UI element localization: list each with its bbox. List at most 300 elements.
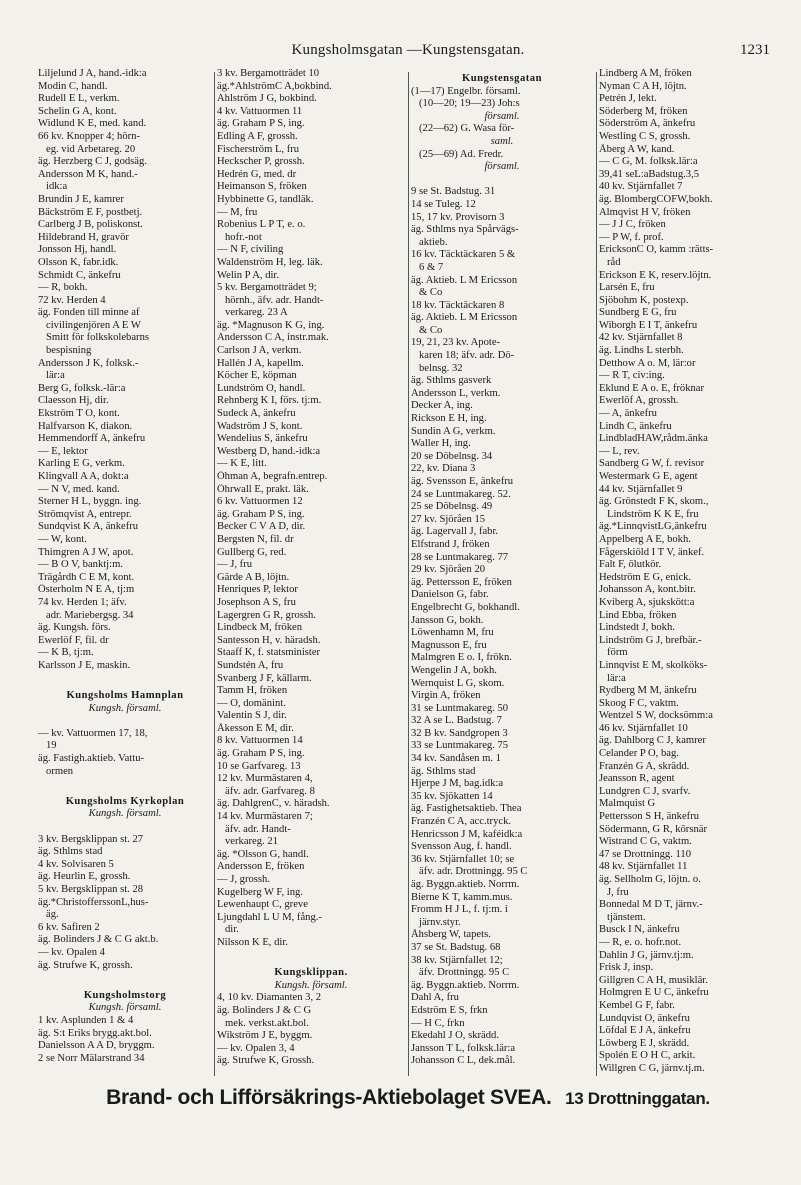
parish-note: församl. [484,161,520,173]
directory-entry: Waller H, ing. [411,438,471,450]
directory-entry: Erickson E K, reserv.löjtn. [599,269,712,281]
directory-entry: Ekström T O, kont. [38,408,120,420]
directory-entry: Westermark G E, agent [599,471,698,482]
entry-continuation: hörnh., äfv. adr. Handt- [225,294,324,306]
entry-continuation: & Co [419,324,443,336]
directory-entry: 74 kv. Herden 1; äfv. [38,596,127,608]
entry-continuation: & Co [419,287,443,299]
directory-entry: 28 se Luntmakareg. 77 [411,551,509,563]
directory-entry: Malmgren E o. I, frökn. [411,652,512,664]
entry-continuation: järnv.styr. [419,916,461,928]
directory-entry: Johansson C L, dek.mål. [411,1055,516,1067]
directory-entry: Wistrand C G, vaktm. [599,836,692,848]
directory-entry: Heimanson S, fröken [217,181,307,193]
directory-entry: Lagergren G R, grossh. [217,609,316,621]
directory-entry: äg. Pettersson E, fröken [411,576,512,588]
entry-continuation: lär:a [46,370,65,382]
directory-entry: Karlsson J E, maskin. [38,659,131,671]
directory-entry: Claesson Hj, dir. [38,395,109,407]
page-header [38,42,778,62]
spacer [38,972,212,985]
entry-continuation: J, fru [607,886,629,898]
directory-entry: 22, kv. Diana 3 [411,463,476,475]
entry-continuation: (10—20; 19—23) Joh:s [419,98,520,110]
directory-entry: Becker C V A D, dir. [217,521,306,533]
directory-entry: Hedström E G, enick. [599,571,692,583]
page-title: Kungsholmsgatan —Kungstensgatan. [291,42,525,58]
directory-entry: 18 kv. Täcktäckaren 8 [411,299,505,311]
directory-entry: Bäckström E F, postbetj. [38,206,143,218]
directory-entry: Trägårdh C E M, kont. [38,571,135,583]
directory-entry: Heckscher P, grossh. [217,156,305,168]
directory-entry: Wentzel S W, docksömm:a [599,710,713,722]
directory-entry: Öhman A, begrafn.entrep. [217,471,328,482]
directory-entry: 9 se St. Badstug. 31 [411,186,496,198]
entry-continuation: mek. verkst.akt.bol. [225,1017,309,1029]
directory-entry: Welin P A, dir. [217,269,280,281]
directory-entry: 35 kv. Sjökatten 14 [411,790,493,802]
directory-entry: äg. Byggn.aktieb. Norrm. [411,879,520,890]
directory-entry: äg. Fastighetsaktieb. Thea [411,803,522,815]
entry-continuation: karen 18; äfv. adr. Dö- [419,350,515,362]
directory-entry: Engelbrecht G, bokhandl. [411,601,520,613]
section-heading: Kungsholmstorg [83,989,167,1001]
directory-entry: Åberg A W, kand. [599,143,675,155]
directory-entry: 5 kv. Bergamotträdet 9; [217,282,317,294]
directory-entry: Willgren C G, järnv.tj.m. [599,1062,705,1074]
directory-entry: Andersson J K, folksk.- [38,357,139,369]
directory-entry: Edling A F, grossh. [217,130,298,142]
directory-entry: äg. DahlgrenC, v. häradsh. [217,798,330,810]
entry-continuation: äfv. adr. Drottningg. 95 C [419,866,528,878]
directory-entry: 10 se Garfvareg. 13 [217,760,301,772]
directory-entry: Sundstén A, fru [217,659,284,671]
directory-entry: äg. Sthlms gasverk [411,375,492,387]
directory-entry: Eklund E A o. E, fröknar [599,382,705,394]
directory-entry: Wiborgh E I T, änkefru [599,319,698,331]
directory-entry: 33 se Luntmakareg. 75 [411,740,509,752]
directory-entry: Hemmendorff A, änkefru [38,433,146,445]
directory-entry: äg. *Magnuson K G, ing. [217,319,325,331]
directory-entry: 48 kv. Stjärnfallet 11 [599,861,688,873]
directory-entry: 19, 21, 23 kv. Apote- [411,337,501,349]
directory-entry: Sterner H L, byggn. ing. [38,496,142,508]
directory-entry: äg. Graham P S, ing. [217,508,305,520]
directory-entry: Hjerpe J M, bag.idk:a [411,778,504,790]
directory-columns [38,68,778,1080]
directory-entry: 37 se St. Badstug. 68 [411,941,501,953]
directory-entry: Ahlström J G, bokbind. [217,93,317,105]
directory-entry: äg. Heurlin E, grossh. [38,871,131,883]
directory-entry: 31 se Luntmakareg. 50 [411,702,509,714]
directory-entry: 24 se Luntmakareg. 52. [411,488,511,500]
directory-entry: EricksonC O, kamm :rätts- [599,244,714,256]
entry-continuation: förm [607,647,628,659]
directory-entry: — C G, M. folksk.lär:a [599,156,698,168]
directory-entry: — kv. Opalen 3, 4 [217,1042,295,1054]
directory-entry: — R, bokh. [38,282,88,294]
entry-continuation: lär:a [607,672,626,684]
directory-entry: Södermann, G R, körsnär [599,823,707,835]
directory-entry: LindbladHAW,rådm.änka [599,433,708,445]
column-4 [599,68,778,1080]
directory-entry: äg. Aktieb. L M Ericsson [411,274,518,286]
directory-entry: Wernquist L G, skom. [411,677,505,689]
directory-entry: Sandberg G W, f. revisor [599,458,705,470]
directory-entry: Fågerskiöld I T V, änkef. [599,546,705,558]
directory-entry: Appelberg A E, bokh. [599,533,691,545]
directory-entry: Pettersson S H, änkefru [599,811,700,823]
directory-entry: Franzén G A, skrädd. [599,760,690,772]
directory-entry: 39,41 seL:aBadstug.3,5 [599,168,700,180]
directory-entry: Jansson T L, folksk.lär:a [411,1042,516,1054]
directory-entry: Robenius L P T, e. o. [217,219,306,231]
directory-entry: 1 kv. Asplunden 1 & 4 [38,1014,134,1026]
column-1 [38,68,212,1080]
directory-entry: Köcher E, köpman [217,370,297,382]
parish-note: Kungsh. församl. [88,702,162,714]
directory-entry: äg. *Olsson G, handl. [217,848,309,860]
directory-entry: äg. Fonden till minne af [38,307,140,319]
directory-entry: Strömqvist A, entrepr. [38,508,132,520]
directory-entry: Thimgren A J W, apot. [38,546,134,558]
entry-continuation: äfv. adr. Handt- [225,823,291,835]
directory-entry: Wadström J S, kont. [217,420,303,432]
directory-entry: Gullberg G, red. [217,546,287,558]
directory-entry: Nilsson K E, dir. [217,936,288,948]
directory-entry: 8 kv. Vattuormen 14 [217,735,303,747]
directory-entry: äg.*AhlströmC A,bokbind. [217,80,332,92]
spacer [411,174,593,187]
directory-entry: — R, e. o. hofr.not. [599,936,682,948]
section-heading: Kungsholms Hamnplan [66,690,184,702]
directory-entry: äg. Graham P S, ing. [217,748,305,760]
directory-entry: 66 kv. Knopper 4; hörn- [38,130,140,142]
column-divider [214,72,215,1076]
directory-entry: 42 kv. Stjärnfallet 8 [599,332,683,344]
directory-entry: äg. Sthlms nya Spårvägs- [411,224,519,236]
spacer [38,715,212,728]
directory-entry: Andersson L, verkm. [411,387,501,399]
directory-entry: Spolén E O H C, arkit. [599,1050,696,1062]
entry-continuation: 6 & 7 [419,261,444,273]
directory-entry: — A, änkefru [599,408,657,420]
parish-note: Kungsh. församl. [88,1002,162,1014]
parish-note: församl. [484,110,520,122]
entry-continuation: 19 [46,740,57,752]
directory-entry: Ekedahl J O, skrädd. [411,1030,499,1042]
directory-entry: äg. Fastigh.aktieb. Vattu- [38,753,145,765]
directory-entry: 25 se Döbelnsg. 49 [411,501,493,513]
spacer [38,821,212,834]
directory-entry: Fromm H J L, f. tj:m. i [411,904,508,916]
directory-entry: 3 kv. Bergamotträdet 10 [217,68,320,79]
directory-entry: Ljungdahl L U M, fång.- [217,911,322,923]
directory-entry: 4, 10 kv. Diamanten 3, 2 [217,992,322,1004]
directory-entry: Svanberg J F, källarm. [217,672,312,684]
directory-entry: Lindberg A M, fröken [599,68,692,79]
directory-entry: 5 kv. Bergsklippan st. 28 [38,884,144,895]
directory-entry: Wendelius S, änkefru [217,433,308,445]
directory-entry: — N F, civiling [217,244,284,256]
directory-entry: Bierne K T, kamm.mus. [411,891,513,903]
directory-entry: Lindström G J, brefbär.- [599,634,702,646]
entry-continuation: Lindström K K E, fru [607,508,699,520]
entry-continuation: äfv. adr. Garfvareg. 8 [225,785,315,797]
directory-entry: Sudeck A, änkefru [217,408,296,420]
entry-continuation: adr. Mariebergsg. 34 [46,609,134,621]
directory-entry: äg. Svensson E, änkefru [411,476,514,487]
directory-entry: äg. Lagervall J, fabr. [411,526,499,538]
directory-entry: Johansson A, kont.bitr. [599,584,696,596]
directory-entry: Lundgren C J, svarfv. [599,785,691,797]
entry-continuation: Smitt för folkskolebarns [46,332,149,344]
directory-entry: 20 se Döbelnsg. 34 [411,450,493,462]
directory-entry: Sundqvist K A, änkefru [38,521,139,533]
directory-entry: Edström E S, frkn [411,1004,488,1016]
entry-continuation: eg. vid Arbetareg. 20 [46,143,136,155]
directory-entry: 44 kv. Stjärnfallet 9 [599,483,683,495]
directory-entry: Bonnedal M D T, järnv.- [599,899,703,911]
directory-entry: Dahlin J G, järnv.tj:m. [599,949,694,961]
directory-entry: äg. Kungsh. förs. [38,622,111,634]
directory-entry: Svensson Aug, f. handl. [411,841,512,853]
directory-entry: Danielsson A A D, bryggm. [38,1040,155,1052]
directory-entry: — kv. Vattuormen 17, 18, [38,727,148,739]
directory-entry: äg.*ChristofferssonL,hus- [38,896,149,908]
directory-entry: Hedrén G, med. dr [217,168,297,180]
column-divider [408,72,409,1076]
directory-entry: Andersson C A, instr.mak. [217,332,329,344]
directory-entry: — W, kont. [38,533,87,545]
directory-entry: äg. Byggn.aktieb. Norrm. [411,979,520,991]
spacer [217,950,405,963]
directory-entry: Santesson H, v. häradsh. [217,634,321,646]
directory-entry: Staaff K, f. statsminister [217,647,321,659]
entry-continuation: äfv. Drottningg. 95 C [419,967,510,979]
directory-entry: Olsson K, fabr.idk. [38,256,119,268]
directory-entry: Wengelin J A, bokh. [411,664,497,676]
directory-entry: Löfdal E J A, änkefru [599,1025,691,1037]
directory-entry: äg. Herzberg C J, godsäg. [38,156,147,168]
directory-entry: 47 se Drottningg. 110 [599,848,692,860]
directory-entry: Linnqvist E M, skolköks- [599,659,708,671]
directory-entry: 15, 17 kv. Provisorn 3 [411,211,505,223]
entry-continuation: råd [607,256,621,268]
section-heading: Kungsklippan. [274,967,348,979]
directory-entry: Danielson G, fabr. [411,589,489,601]
directory-entry: Valentin S J, dir. [217,710,287,722]
directory-entry: Sjöbohm K, postexp. [599,294,689,306]
spacer [38,673,212,686]
directory-entry: Gärde A B, löjtn. [217,571,290,583]
directory-entry: Henricsson J M, kaféidk:a [411,828,523,840]
directory-entry: Liljelund J A, hand.-idk:a [38,68,147,79]
directory-entry: 38 kv. Stjärnfallet 12; [411,954,503,966]
column-divider [596,72,597,1076]
directory-entry: äg. S:t Eriks brygg.akt.bol. [38,1027,152,1039]
directory-entry: 2 se Norr Mälarstrand 34 [38,1052,145,1064]
directory-entry: Sundin A G, verkm. [411,425,496,437]
directory-entry: Decker A, ing. [411,400,473,412]
directory-entry: Bergsten N, fil. dr [217,533,294,545]
directory-entry: — J, fru [217,559,253,571]
directory-entry: Lindstedt J, bokh. [599,622,675,634]
directory-entry: Elfstrand J, fröken [411,538,490,550]
column-3 [411,68,593,1080]
directory-entry: Jonsson Hj, handl. [38,244,117,256]
directory-entry: Sundberg E G, fru [599,307,677,319]
directory-entry: Söderström A, änkefru [599,118,696,130]
directory-entry: Carlberg J B, poliskonst. [38,219,143,231]
directory-entry: 16 kv. Täcktäckaren 5 & [411,249,516,261]
directory-entry: — kv. Opalen 4 [38,946,105,958]
entry-continuation: dir. [225,924,239,936]
directory-entry: 12 kv. Murmästaren 4, [217,773,313,785]
directory-entry: Skoog F C, vaktm. [599,697,679,709]
directory-entry: Kugelberg W F, ing. [217,886,303,898]
directory-entry: Löwenhamn M, fru [411,627,494,639]
directory-entry: äg. Dahlborg C J, kamrer [599,735,706,747]
directory-entry: — P W, f. prof. [599,231,664,243]
entry-continuation: hofr.-not [225,231,262,243]
directory-entry: äg. BlombergCOFW,bokh. [599,193,713,205]
footer-company: Brand- och Lifförsäkrings-Aktiebolaget SVEA. [106,1086,552,1109]
directory-entry: Åhsberg W, tapets. [411,929,491,941]
spacer [38,778,212,791]
directory-entry: 40 kv. Stjärnfallet 7 [599,181,683,193]
directory-entry: Kviberg A, sjukskött:a [599,596,695,608]
directory-entry: — E, lektor [38,445,88,457]
directory-entry: Tamm H, fröken [217,685,288,697]
directory-entry: Österholm N E A, tj:m [38,584,135,596]
directory-entry: Fischerström L, fru [217,143,300,155]
directory-entry: Josephson A S, fru [217,596,296,608]
directory-entry: Brundin J E, kamrer [38,193,124,205]
directory-entry: Rudell E L, verkm. [38,93,120,105]
directory-entry: Frisk J, insp. [599,962,654,974]
directory-entry: — J J C, fröken [599,219,666,231]
entry-continuation: civilingenjören A E W [46,319,141,331]
entry-continuation: äg. [46,909,59,921]
directory-entry: Henriques P, lektor [217,584,298,596]
directory-entry: Lundqvist O, änkefru [599,1012,690,1024]
directory-entry: Schelin G A, kont. [38,105,117,117]
column-2 [217,68,405,1080]
directory-entry: 32 B kv. Sandgropen 3 [411,727,508,739]
directory-entry: Öhrwall E, prakt. läk. [217,483,309,495]
directory-entry: äg. Graham P S, ing. [217,118,305,130]
directory-entry: 6 kv. Safiren 2 [38,921,100,933]
directory-entry: Söderberg M, fröken [599,105,688,117]
directory-entry: Lundström O, handl. [217,382,306,394]
directory-entry: Nyman C A H, löjtn. [599,80,687,92]
directory-entry: 46 kv. Stjärnfallet 10 [599,722,688,734]
directory-entry: Franzén C A, acc.tryck. [411,816,512,828]
directory-entry: — H C, frkn [411,1017,465,1029]
directory-entry: Andersson M K, hand.- [38,168,138,180]
directory-entry: Halfvarson K, diakon. [38,420,133,432]
directory-entry: Ewerlöf A, grossh. [599,395,679,407]
entry-continuation: verkareg. 21 [225,836,278,848]
entry-continuation: (22—62) G. Wasa för- [419,123,515,135]
directory-entry: — N V, med. kand. [38,483,120,495]
directory-entry: Malmquist G [599,798,656,810]
directory-entry: Ewerlöf F, fil. dr [38,634,109,646]
directory-entry: Holmgren E U C, änkefru [599,987,709,999]
directory-entry: Rydberg M M, änkefru [599,685,697,697]
directory-entry: Rehnberg K I, förs. tj:m. [217,395,322,407]
directory-entry: Lewenhaupt C, greve [217,899,308,911]
directory-entry: äg. Bolinders J & C G [217,1004,312,1016]
directory-entry: äg. Strufwe K, grossh. [38,959,133,971]
directory-entry: Rickson E H, ing. [411,413,487,425]
directory-entry: Celander P O, bag. [599,748,679,760]
directory-entry: 3 kv. Bergsklippan st. 27 [38,833,144,845]
directory-entry: äg. Grönstedt F K, skom., [599,496,709,508]
entry-continuation: verkareg. 23 A [225,307,288,319]
directory-entry: äg. Lindhs L sterbh. [599,345,684,357]
directory-entry: 4 kv. Vattuormen 11 [217,105,303,117]
directory-entry: — K E, litt. [217,458,267,470]
entry-continuation: bespisning [46,345,92,357]
directory-entry: 72 kv. Herden 4 [38,294,106,306]
section-heading: Kungsholms Kyrkoplan [65,795,185,807]
advertisement-footer [38,1086,778,1116]
directory-entry: 34 kv. Sandåsen m. 1 [411,753,501,765]
directory-entry: — B O V, banktj:m. [38,559,123,571]
directory-entry: Andersson E, fröken [217,861,305,873]
directory-entry: Lindbeck M, fröken [217,622,303,634]
directory-entry: äg. Bolinders J & C G akt.b. [38,934,159,946]
directory-entry: Hybbinette G, tandläk. [217,193,314,205]
directory-entry: äg. Aktieb. L M Ericsson [411,312,518,324]
directory-entry: Widlund K E, med. kand. [38,118,147,130]
directory-entry: 6 kv. Vattuormen 12 [217,496,303,508]
page-number: 1231 [740,42,770,58]
directory-entry: Modin C, handl. [38,80,108,92]
directory-entry: Gillgren C A H, musiklär. [599,974,708,986]
directory-entry: 14 se Tuleg. 12 [411,198,476,210]
directory-entry: 29 kv. Sjöråen 20 [411,564,486,576]
directory-entry: Westberg D, hand.-idk:a [217,445,321,457]
directory-entry: Åkesson E M, dir. [217,722,294,734]
directory-entry: Carlson J A, verkm. [217,345,302,357]
directory-entry: 14 kv. Murmästaren 7; [217,811,313,823]
directory-entry: Virgin A, fröken [411,690,481,702]
directory-entry: Hallén J A, kapellm. [217,357,304,369]
directory-entry: 36 kv. Stjärnfallet 10; se [411,853,515,865]
entry-continuation: ormen [46,765,74,777]
directory-entry: — J, grossh. [217,874,270,885]
entry-continuation: belnsg. 32 [419,362,463,374]
directory-entry: Westling C S, grossh. [599,130,691,142]
directory-entry: Almqvist H V, fröken [599,206,691,218]
directory-entry: Löwberg E J, skrädd. [599,1037,690,1049]
directory-entry: (1—17) Engelbr. församl. [411,85,521,97]
parish-note: saml. [490,135,514,147]
directory-entry: Klingvall A A, dokt:a [38,471,129,482]
directory-entry: 4 kv. Solvisaren 5 [38,858,114,870]
directory-entry: 27 kv. Sjöråen 15 [411,513,486,525]
directory-entry: Berg G, folksk.-lär:a [38,382,126,394]
directory-entry: Detthow A o. M, lär:or [599,357,696,369]
parish-note: Kungsh. församl. [88,808,162,820]
directory-entry: Busck I N, änkefru [599,924,680,936]
directory-entry: Lindh C, änkefru [599,420,672,432]
directory-entry: Waldenström H, leg. läk. [217,256,323,268]
entry-continuation: aktieb. [419,236,448,248]
